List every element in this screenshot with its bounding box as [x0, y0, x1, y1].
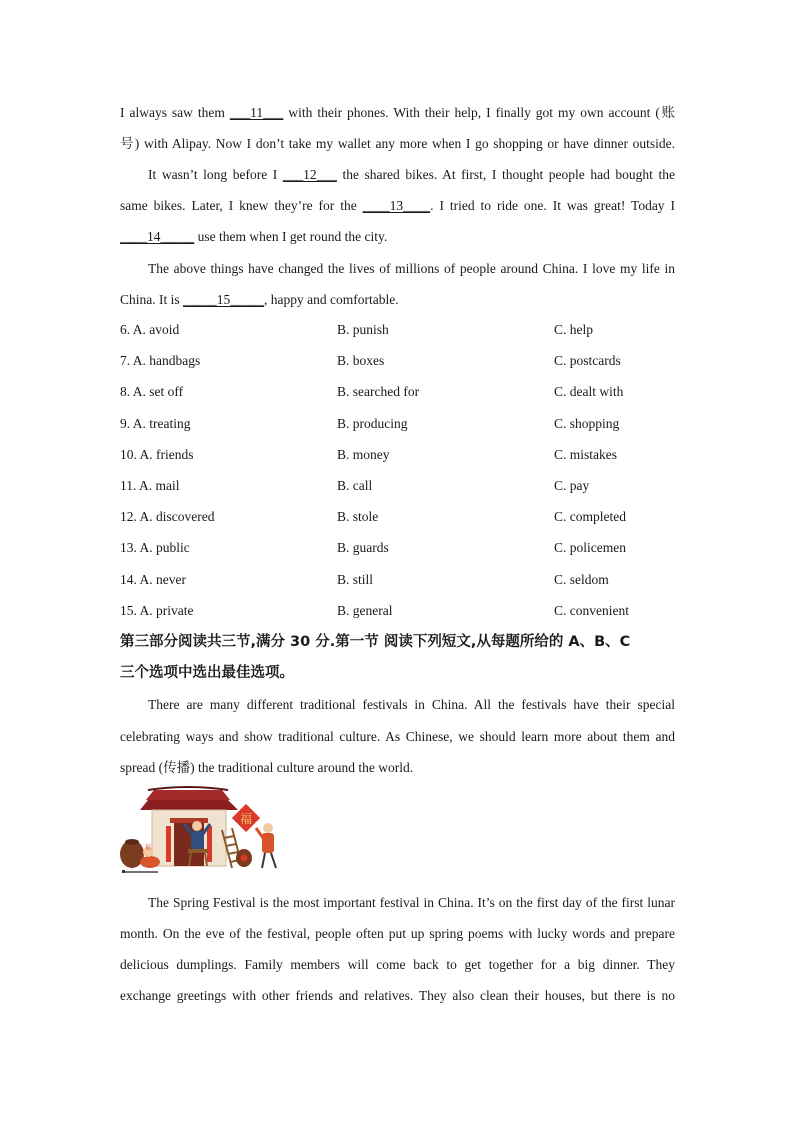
text-fragment: . I tried to ride one. It was great! Today I — [430, 198, 675, 213]
option-12-b: B. stole — [337, 509, 379, 524]
jar-fu-text: 福 — [144, 844, 152, 851]
passage1-line3 — [148, 159, 675, 190]
option-13-b: B. guards — [337, 540, 389, 555]
text-fragment: , happy and comfortable. — [264, 292, 399, 307]
option-8-c: C. dealt with — [554, 384, 624, 399]
option-10-c: C. mistakes — [554, 447, 617, 462]
option-10-b: B. money — [337, 447, 390, 462]
option-8-b: B. searched for — [337, 384, 420, 399]
option-6-b: B. punish — [337, 322, 389, 337]
text-fragment: the shared bikes. At first, I thought people had bought the — [336, 167, 675, 182]
option-13-a: 13. A. public — [120, 540, 190, 555]
option-13-c: C. policemen — [554, 540, 626, 555]
blank-13: ____13____ — [362, 198, 431, 213]
option-14-b: B. still — [337, 572, 374, 587]
passage1-line2: 号) with Alipay. Now I don’t take my wallet any more when I go shopping or have dinner outside. — [120, 136, 675, 151]
option-9-a: 9. A. treating — [120, 416, 191, 431]
option-10-a: 10. A. friends — [120, 447, 194, 462]
passage3-line1: The Spring Festival is the most important festival in China. It’s on the first day of the first lunar — [148, 895, 675, 910]
option-9-c: C. shopping — [554, 416, 620, 431]
text-fragment: China. It is — [120, 292, 183, 307]
option-6-c: C. help — [554, 322, 593, 337]
option-15-b: B. general — [337, 603, 393, 618]
text-fragment: use them when I get round the city. — [194, 229, 388, 244]
passage1-line5 — [120, 221, 675, 252]
option-7-a: 7. A. handbags — [120, 353, 201, 368]
option-11-b: B. call — [337, 478, 373, 493]
option-7-c: C. postcards — [554, 353, 621, 368]
passage1-line4 — [120, 190, 675, 221]
passage2-line3: spread (传播) the traditional culture around the world. — [120, 760, 414, 775]
text-fragment: with their phones. With their help, I finally got my own account (账 — [283, 105, 675, 120]
option-15-c: C. convenient — [554, 603, 629, 618]
blank-12: ___12___ — [282, 167, 337, 182]
option-12-a: 12. A. discovered — [120, 509, 215, 524]
blank-15: _____15_____ — [183, 292, 264, 307]
text-fragment: It wasn’t long before I — [148, 167, 283, 182]
option-14-a: 14. A. never — [120, 572, 186, 587]
passage3-line3: delicious dumplings. Family members will come back to get together for a big dinner. They — [120, 957, 675, 972]
blank-11: ___11___ — [229, 105, 284, 120]
passage3-line2: month. On the eve of the festival, people often put up spring poems with lucky words and prepare — [120, 926, 675, 941]
section-heading-line2: 三个选项中选出最佳选项。 — [120, 665, 294, 681]
option-12-c: C. completed — [554, 509, 626, 524]
option-11-c: C. pay — [554, 478, 590, 493]
passage3-line4: exchange greetings with other friends and relatives. They also clean their houses, but there is no — [120, 988, 675, 1003]
option-6-a: 6. A. avoid — [120, 322, 180, 337]
house-roof — [140, 800, 238, 810]
option-14-c: C. seldom — [554, 572, 609, 587]
option-15-a: 15. A. private — [120, 603, 194, 618]
fu-sign-text: 福 — [239, 812, 253, 826]
passage2-line1: There are many different traditional festivals in China. All the festivals have their special — [148, 697, 675, 712]
passage1-line1 — [120, 97, 675, 128]
option-9-b: B. producing — [337, 416, 408, 431]
passage1-line7 — [120, 284, 675, 315]
person-head — [192, 821, 202, 831]
spring-festival-illustration — [118, 786, 288, 880]
option-8-a: 8. A. set off — [120, 384, 184, 399]
section-heading-line1: 第三部分阅读共三节,满分 30 分.第一节 阅读下列短文,从每题所给的 A、B、C — [120, 634, 631, 650]
blank-14: ____14_____ — [120, 229, 195, 244]
option-11-a: 11. A. mail — [120, 478, 180, 493]
house-roof-top — [146, 790, 230, 800]
passage2-line2: celebrating ways and show traditional culture. As Chinese, we should learn more about them and — [120, 729, 675, 744]
text-fragment: same bikes. Later, I knew they’re for the — [120, 198, 363, 213]
text-fragment: I always saw them — [120, 105, 230, 120]
passage1-line6: The above things have changed the lives of millions of people around China. I love my life in — [148, 261, 675, 276]
option-7-b: B. boxes — [337, 353, 385, 368]
